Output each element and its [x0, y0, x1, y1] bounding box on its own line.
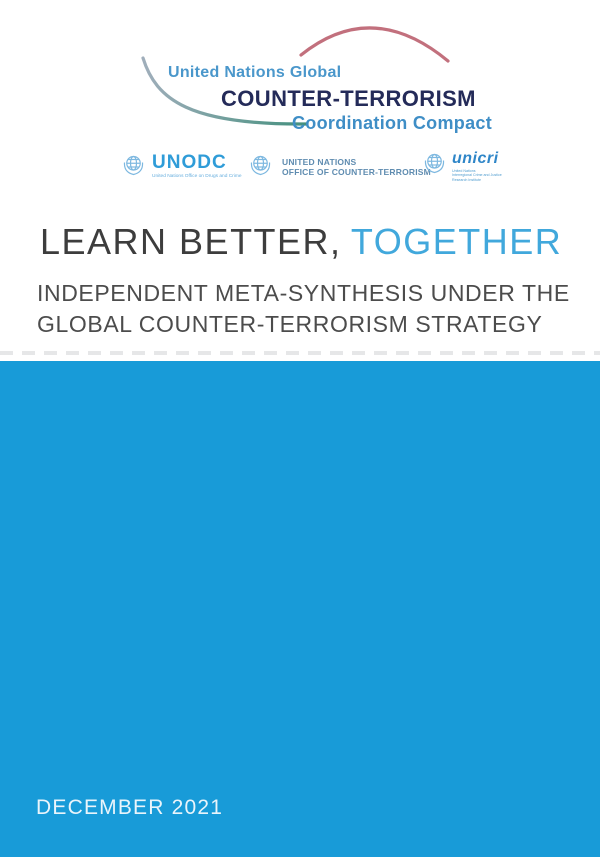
cover-title-accent: TOGETHER	[350, 221, 563, 262]
unoct-logo-line2: OFFICE OF COUNTER-TERRORISM	[282, 167, 431, 177]
cover-title	[40, 222, 562, 262]
unodc-logo	[120, 152, 242, 179]
un-emblem-icon	[421, 150, 448, 177]
unodc-logo-name: UNODC	[152, 152, 227, 173]
unicri-logo-tagline-line2: Interregional Crime and Justice	[452, 173, 502, 178]
unicri-logo-tagline-line1: United Nations	[452, 169, 476, 173]
dashed-separator	[0, 351, 600, 355]
wordmark-line-coordination-compact: Coordination Compact	[292, 113, 492, 133]
wordmark-line-counter-terrorism: COUNTER-TERRORISM	[221, 86, 476, 111]
cover-subtitle	[37, 278, 570, 340]
arc-right-pink	[301, 28, 448, 61]
unodc-logo-tagline: United Nations Office on Drugs and Crime	[152, 174, 242, 179]
unicri-logo-tagline-line3: Research Institute	[452, 177, 481, 182]
cover-subtitle-line1: INDEPENDENT META-SYNTHESIS UNDER THE	[37, 280, 570, 306]
unoct-logo	[247, 152, 431, 179]
un-emblem-icon	[247, 152, 274, 179]
unicri-logo	[421, 150, 502, 182]
cover-blue-panel	[0, 361, 600, 857]
un-emblem-icon	[120, 152, 147, 179]
cover-subtitle-line2: GLOBAL COUNTER-TERRORISM STRATEGY	[37, 311, 543, 337]
wordmark-line-united-nations-global: United Nations Global	[168, 64, 342, 81]
cover-date: DECEMBER 2021	[36, 796, 224, 819]
unoct-logo-line1: UNITED NATIONS	[282, 157, 357, 167]
cover-title-dark: LEARN BETTER,	[40, 221, 342, 262]
unicri-logo-name: unicri	[452, 150, 499, 167]
